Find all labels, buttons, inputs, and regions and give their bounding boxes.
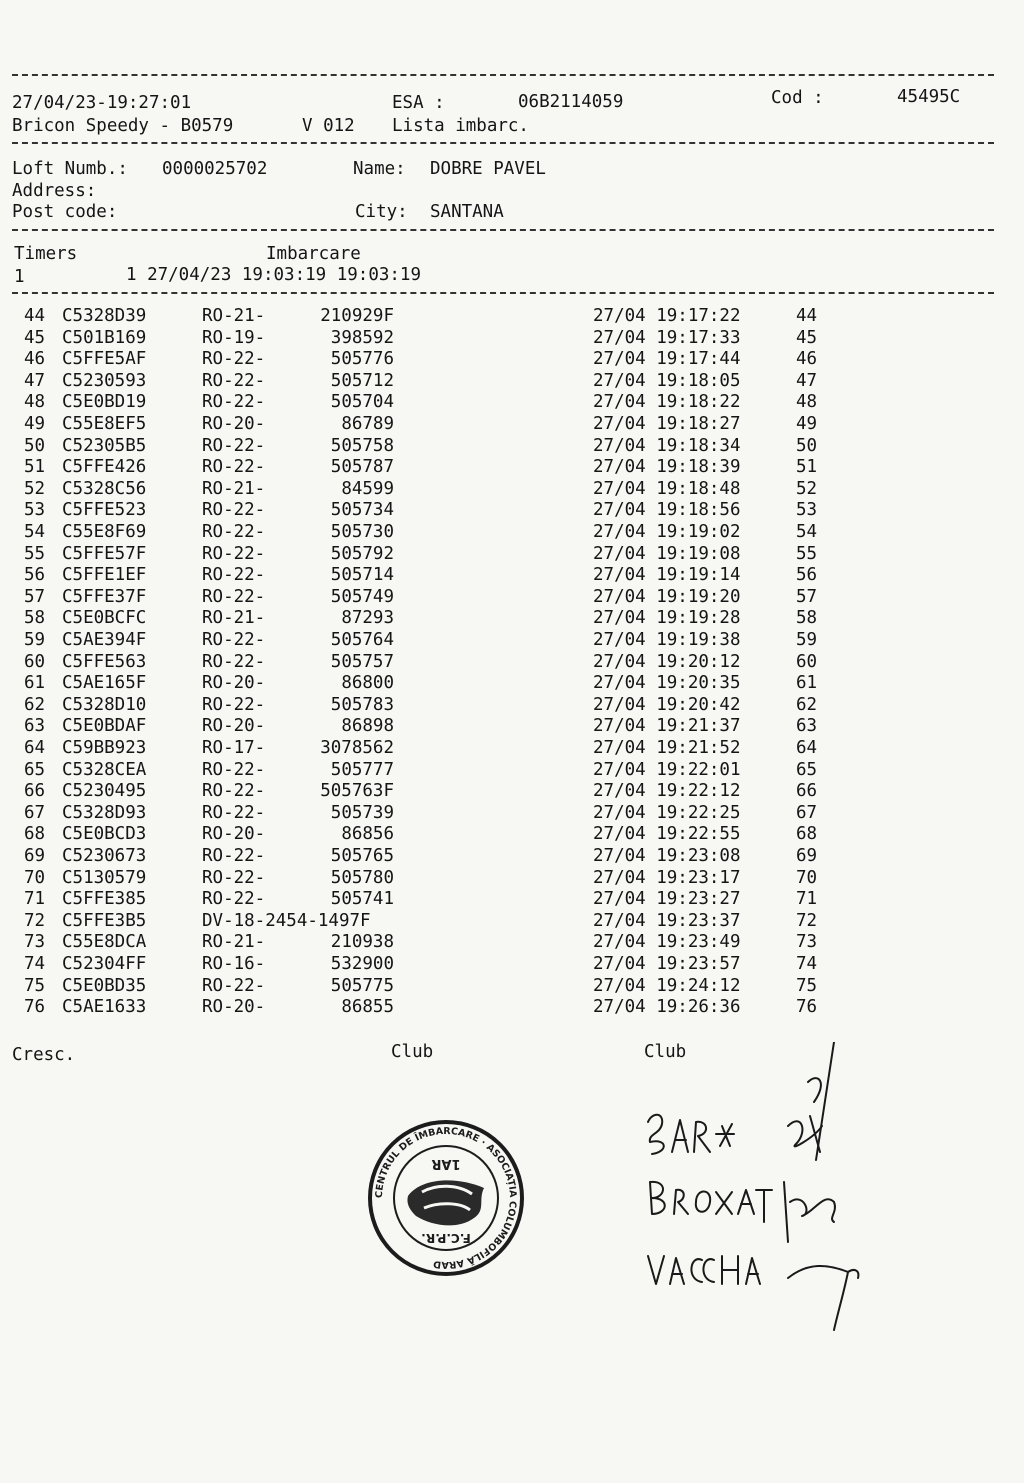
- bird-row: [0, 328, 1024, 350]
- bird-row: [0, 544, 1024, 566]
- position-number: 60: [796, 651, 818, 672]
- ring-serial: 210938: [330, 932, 394, 953]
- cod-label: Cod :: [771, 88, 824, 108]
- ring-serial: 505764: [330, 630, 394, 650]
- bird-row: [0, 824, 1024, 846]
- chip-ring-code: C5230495: [62, 781, 147, 802]
- clock-datetime: 27/04 19:19:38: [593, 630, 741, 650]
- position-number: 47: [796, 370, 818, 391]
- separator: [12, 229, 994, 231]
- clock-datetime: 27/04 19:22:55: [593, 824, 741, 845]
- ring-prefix: RO-22-: [202, 500, 266, 521]
- position-number: 70: [796, 867, 818, 888]
- bird-row: [0, 479, 1024, 501]
- ring-serial: 505783: [330, 694, 394, 715]
- bird-row: [0, 565, 1024, 587]
- chip-ring-code: C5328D39: [62, 306, 147, 326]
- club-label-1: Club: [391, 1042, 434, 1062]
- bird-row: [0, 608, 1024, 630]
- bird-row: [0, 868, 1024, 890]
- chip-ring-code: C55E8EF5: [62, 414, 147, 434]
- clock-datetime: 27/04 19:24:12: [593, 975, 741, 996]
- ring-serial: 532900: [330, 954, 394, 974]
- chip-ring-code: C5328CEA: [62, 759, 147, 780]
- ring-serial: 505757: [330, 651, 394, 672]
- position-number: 67: [796, 802, 818, 823]
- ring-prefix: RO-16-: [202, 954, 266, 974]
- timer-id: 1: [14, 267, 25, 287]
- chip-ring-code: C5FFE5AF: [62, 349, 147, 370]
- clock-datetime: 27/04 19:19:14: [593, 565, 741, 586]
- ring-serial: 505730: [330, 522, 394, 542]
- ring-serial: 505758: [330, 435, 394, 456]
- ring-serial: 87293: [341, 608, 394, 629]
- chip-ring-code: C5230593: [62, 370, 147, 391]
- separator: [12, 74, 994, 76]
- bird-row: [0, 392, 1024, 414]
- ring-prefix: RO-19-: [202, 327, 266, 348]
- ring-prefix: RO-22-: [202, 975, 266, 996]
- ring-prefix: RO-20-: [202, 673, 266, 694]
- version: V 012: [302, 116, 355, 136]
- row-number: 46: [24, 349, 46, 370]
- chip-ring-code: C52304FF: [62, 954, 147, 974]
- ring-serial: 505739: [330, 802, 394, 823]
- stamp-outer-text: CENTRUL DE ÎMBARCARE · ASOCIAȚIA COLUMBOFILĂ ARAD: [373, 1125, 519, 1271]
- bird-row: [0, 911, 1024, 933]
- row-number: 48: [24, 392, 46, 413]
- bird-row: [0, 457, 1024, 479]
- ring-serial: 86856: [341, 824, 394, 845]
- chip-ring-code: C55E8F69: [62, 522, 147, 542]
- row-number: 45: [24, 327, 46, 348]
- clock-datetime: 27/04 19:23:49: [593, 932, 741, 953]
- bird-row: [0, 414, 1024, 436]
- bird-row: [0, 306, 1024, 328]
- position-number: 59: [796, 630, 818, 650]
- address-label: Address:: [12, 181, 97, 201]
- row-number: 55: [24, 543, 46, 564]
- chip-ring-code: C5FFE57F: [62, 543, 147, 564]
- ring-prefix: RO-21-: [202, 932, 266, 953]
- row-number: 72: [24, 910, 46, 931]
- row-number: 49: [24, 414, 46, 434]
- ring-prefix: DV-18-2454-1497F: [202, 910, 371, 931]
- row-number: 52: [24, 478, 46, 499]
- ring-serial: 505749: [330, 586, 394, 607]
- chip-ring-code: C52305B5: [62, 435, 147, 456]
- row-number: 74: [24, 954, 46, 974]
- position-number: 62: [796, 694, 818, 715]
- position-number: 69: [796, 846, 818, 866]
- timer-line: 1 27/04/23 19:03:19 19:03:19: [126, 265, 422, 285]
- chip-ring-code: C5130579: [62, 867, 147, 888]
- bird-row: [0, 652, 1024, 674]
- clock-datetime: 27/04 19:18:34: [593, 435, 741, 456]
- bird-row: [0, 932, 1024, 954]
- ring-prefix: RO-20-: [202, 716, 266, 737]
- clock-datetime: 27/04 19:20:12: [593, 651, 741, 672]
- bird-row: [0, 673, 1024, 695]
- bird-row: [0, 587, 1024, 609]
- ring-prefix: RO-22-: [202, 543, 266, 564]
- ring-prefix: RO-22-: [202, 349, 266, 370]
- chip-ring-code: C5E0BD35: [62, 975, 147, 996]
- ring-prefix: RO-22-: [202, 651, 266, 672]
- position-number: 56: [796, 565, 818, 586]
- signature-name-2: BROXAT: [646, 1202, 650, 1203]
- position-number: 46: [796, 349, 818, 370]
- city-value: SANTANA: [430, 202, 504, 222]
- position-number: 58: [796, 608, 818, 629]
- position-number: 63: [796, 716, 818, 737]
- chip-ring-code: C5FFE1EF: [62, 565, 147, 586]
- chip-ring-code: C55E8DCA: [62, 932, 147, 953]
- clock-datetime: 27/04 19:26:36: [593, 997, 741, 1018]
- signature-name-3: VACCHA: [646, 1272, 650, 1273]
- bird-row: [0, 436, 1024, 458]
- chip-ring-code: C5AE394F: [62, 630, 147, 650]
- position-number: 52: [796, 478, 818, 499]
- clock-datetime: 27/04 19:19:02: [593, 522, 741, 542]
- bird-row: [0, 976, 1024, 998]
- position-number: 73: [796, 932, 818, 953]
- clock-datetime: 27/04 19:23:08: [593, 846, 741, 866]
- ring-serial: 505787: [330, 457, 394, 478]
- chip-ring-code: C5E0BCD3: [62, 824, 147, 845]
- clock-datetime: 27/04 19:18:48: [593, 478, 741, 499]
- chip-ring-code: C5E0BCFC: [62, 608, 147, 629]
- clock-datetime: 27/04 19:18:56: [593, 500, 741, 521]
- timers-label: Timers: [14, 244, 78, 264]
- clock-datetime: 27/04 19:21:52: [593, 738, 741, 758]
- ring-prefix: RO-22-: [202, 781, 266, 802]
- chip-ring-code: C59BB923: [62, 738, 147, 758]
- loft-number: 0000025702: [162, 159, 268, 179]
- position-number: 66: [796, 781, 818, 802]
- clock-datetime: 27/04 19:17:44: [593, 349, 741, 370]
- clock-datetime: 27/04 19:18:27: [593, 414, 741, 434]
- ring-serial: 505734: [330, 500, 394, 521]
- row-number: 57: [24, 586, 46, 607]
- row-number: 75: [24, 975, 46, 996]
- chip-ring-code: C5328D10: [62, 694, 147, 715]
- row-number: 65: [24, 759, 46, 780]
- device-name: Bricon Speedy - B0579: [12, 116, 234, 136]
- row-number: 61: [24, 673, 46, 694]
- bird-row: [0, 889, 1024, 911]
- ring-serial: 505776: [330, 349, 394, 370]
- ring-prefix: RO-21-: [202, 608, 266, 629]
- chip-ring-code: C5FFE3B5: [62, 910, 147, 931]
- row-number: 54: [24, 522, 46, 542]
- ring-prefix: RO-22-: [202, 565, 266, 586]
- row-number: 70: [24, 867, 46, 888]
- row-number: 73: [24, 932, 46, 953]
- loft-label: Loft Numb.:: [12, 159, 128, 179]
- bird-row: [0, 522, 1024, 544]
- separator: [12, 142, 994, 144]
- cresc-label: Cresc.: [12, 1045, 76, 1065]
- chip-ring-code: C5AE165F: [62, 673, 147, 694]
- ring-serial: 505704: [330, 392, 394, 413]
- clock-datetime: 27/04 19:17:22: [593, 306, 741, 326]
- chip-ring-code: C5FFE426: [62, 457, 147, 478]
- chip-ring-code: C5230673: [62, 846, 147, 866]
- clock-datetime: 27/04 19:23:17: [593, 867, 741, 888]
- position-number: 64: [796, 738, 818, 758]
- clock-datetime: 27/04 19:23:57: [593, 954, 741, 974]
- position-number: 65: [796, 759, 818, 780]
- signature-name-1: BARA: [646, 1142, 649, 1143]
- chip-ring-code: C5E0BDAF: [62, 716, 147, 737]
- position-number: 74: [796, 954, 818, 974]
- list-title: Lista imbarc.: [392, 116, 529, 136]
- row-number: 53: [24, 500, 46, 521]
- ring-serial: 3078562: [320, 738, 394, 758]
- clock-datetime: 27/04 19:20:42: [593, 694, 741, 715]
- imbarcare-label: Imbarcare: [266, 244, 361, 264]
- chip-ring-code: C5E0BD19: [62, 392, 147, 413]
- ring-prefix: RO-21-: [202, 478, 266, 499]
- chip-ring-code: C5FFE385: [62, 889, 147, 910]
- ring-serial: 86789: [341, 414, 394, 434]
- chip-ring-code: C5FFE563: [62, 651, 147, 672]
- chip-ring-code: C5FFE37F: [62, 586, 147, 607]
- ring-prefix: RO-22-: [202, 370, 266, 391]
- position-number: 50: [796, 435, 818, 456]
- position-number: 76: [796, 997, 818, 1018]
- position-number: 57: [796, 586, 818, 607]
- name-label: Name:: [353, 159, 406, 179]
- bird-row: [0, 781, 1024, 803]
- ring-prefix: RO-22-: [202, 802, 266, 823]
- position-number: 61: [796, 673, 818, 694]
- ring-prefix: RO-20-: [202, 997, 266, 1018]
- ring-prefix: RO-22-: [202, 457, 266, 478]
- clock-datetime: 27/04 19:18:22: [593, 392, 741, 413]
- ring-serial: 505792: [330, 543, 394, 564]
- ring-prefix: RO-21-: [202, 306, 266, 326]
- position-number: 54: [796, 522, 818, 542]
- position-number: 55: [796, 543, 818, 564]
- ring-serial: 505763F: [320, 781, 394, 802]
- chip-ring-code: C5328D93: [62, 802, 147, 823]
- bird-row: [0, 695, 1024, 717]
- ring-prefix: RO-22-: [202, 392, 266, 413]
- clock-datetime: 27/04 19:23:37: [593, 910, 741, 931]
- ring-prefix: RO-22-: [202, 630, 266, 650]
- bird-row: [0, 803, 1024, 825]
- row-number: 68: [24, 824, 46, 845]
- clock-datetime: 27/04 19:19:28: [593, 608, 741, 629]
- ring-serial: 505780: [330, 867, 394, 888]
- row-number: 71: [24, 889, 46, 910]
- ring-prefix: RO-22-: [202, 694, 266, 715]
- ring-prefix: RO-22-: [202, 867, 266, 888]
- clock-datetime: 27/04 19:17:33: [593, 327, 741, 348]
- bird-row: [0, 997, 1024, 1019]
- chip-ring-code: C5AE1633: [62, 997, 147, 1018]
- row-number: 51: [24, 457, 46, 478]
- stamp-code: 1AR: [431, 1156, 461, 1171]
- ring-prefix: RO-20-: [202, 414, 266, 434]
- ring-prefix: RO-22-: [202, 522, 266, 542]
- row-number: 44: [24, 306, 46, 326]
- bird-row: [0, 716, 1024, 738]
- ring-serial: 210929F: [320, 306, 394, 326]
- row-number: 69: [24, 846, 46, 866]
- signatures-icon: [638, 1042, 878, 1332]
- ring-serial: 505712: [330, 370, 394, 391]
- row-number: 50: [24, 435, 46, 456]
- position-number: 75: [796, 975, 818, 996]
- row-number: 66: [24, 781, 46, 802]
- position-number: 72: [796, 910, 818, 931]
- clock-datetime: 27/04 19:21:37: [593, 716, 741, 737]
- chip-ring-code: C501B169: [62, 327, 147, 348]
- city-label: City:: [355, 202, 408, 222]
- row-number: 67: [24, 802, 46, 823]
- esa-label: ESA :: [392, 93, 445, 113]
- clock-datetime: 27/04 19:22:25: [593, 802, 741, 823]
- ring-serial: 86800: [341, 673, 394, 694]
- ring-serial: 398592: [330, 327, 394, 348]
- separator: [12, 292, 994, 294]
- ring-prefix: RO-22-: [202, 435, 266, 456]
- ring-prefix: RO-17-: [202, 738, 266, 758]
- clock-datetime: 27/04 19:20:35: [593, 673, 741, 694]
- ring-prefix: RO-22-: [202, 846, 266, 866]
- bird-row: [0, 371, 1024, 393]
- position-number: 44: [796, 306, 818, 326]
- bird-row: [0, 630, 1024, 652]
- chip-ring-code: C5FFE523: [62, 500, 147, 521]
- ring-serial: 505777: [330, 759, 394, 780]
- owner-name: DOBRE PAVEL: [430, 159, 546, 179]
- bird-row: [0, 760, 1024, 782]
- ring-serial: 505741: [330, 889, 394, 910]
- bird-row: [0, 349, 1024, 371]
- position-number: 53: [796, 500, 818, 521]
- ring-prefix: RO-22-: [202, 586, 266, 607]
- ring-prefix: RO-22-: [202, 889, 266, 910]
- row-number: 58: [24, 608, 46, 629]
- position-number: 48: [796, 392, 818, 413]
- club-label-2: Club: [644, 1042, 687, 1062]
- row-number: 62: [24, 694, 46, 715]
- clock-datetime: 27/04 19:19:20: [593, 586, 741, 607]
- row-number: 63: [24, 716, 46, 737]
- row-number: 56: [24, 565, 46, 586]
- position-number: 71: [796, 889, 818, 910]
- position-number: 68: [796, 824, 818, 845]
- bird-row: [0, 846, 1024, 868]
- clock-datetime: 27/04 19:22:12: [593, 781, 741, 802]
- ring-prefix: RO-20-: [202, 824, 266, 845]
- position-number: 51: [796, 457, 818, 478]
- ring-serial: 84599: [341, 478, 394, 499]
- row-number: 47: [24, 370, 46, 391]
- row-number: 64: [24, 738, 46, 758]
- esa-value: 06B2114059: [518, 92, 624, 112]
- club-stamp-icon: [366, 1118, 526, 1278]
- ring-prefix: RO-22-: [202, 759, 266, 780]
- print-datetime: 27/04/23-19:27:01: [12, 93, 192, 113]
- position-number: 49: [796, 414, 818, 434]
- clock-datetime: 27/04 19:19:08: [593, 543, 741, 564]
- ring-serial: 505765: [330, 846, 394, 866]
- row-number: 76: [24, 997, 46, 1018]
- clock-datetime: 27/04 19:23:27: [593, 889, 741, 910]
- bird-row: [0, 954, 1024, 976]
- ring-serial: 86898: [341, 716, 394, 737]
- ring-serial: 505714: [330, 565, 394, 586]
- bird-row: [0, 738, 1024, 760]
- position-number: 45: [796, 327, 818, 348]
- clock-datetime: 27/04 19:18:39: [593, 457, 741, 478]
- postcode-label: Post code:: [12, 202, 118, 222]
- bird-row: [0, 500, 1024, 522]
- cod-value: 45495C: [897, 87, 961, 107]
- row-number: 60: [24, 651, 46, 672]
- clock-datetime: 27/04 19:18:05: [593, 370, 741, 391]
- ring-serial: 86855: [341, 997, 394, 1018]
- stamp-initials: F.C.P.R.: [421, 1231, 471, 1245]
- clock-datetime: 27/04 19:22:01: [593, 759, 741, 780]
- row-number: 59: [24, 630, 46, 650]
- chip-ring-code: C5328C56: [62, 478, 147, 499]
- ring-serial: 505775: [330, 975, 394, 996]
